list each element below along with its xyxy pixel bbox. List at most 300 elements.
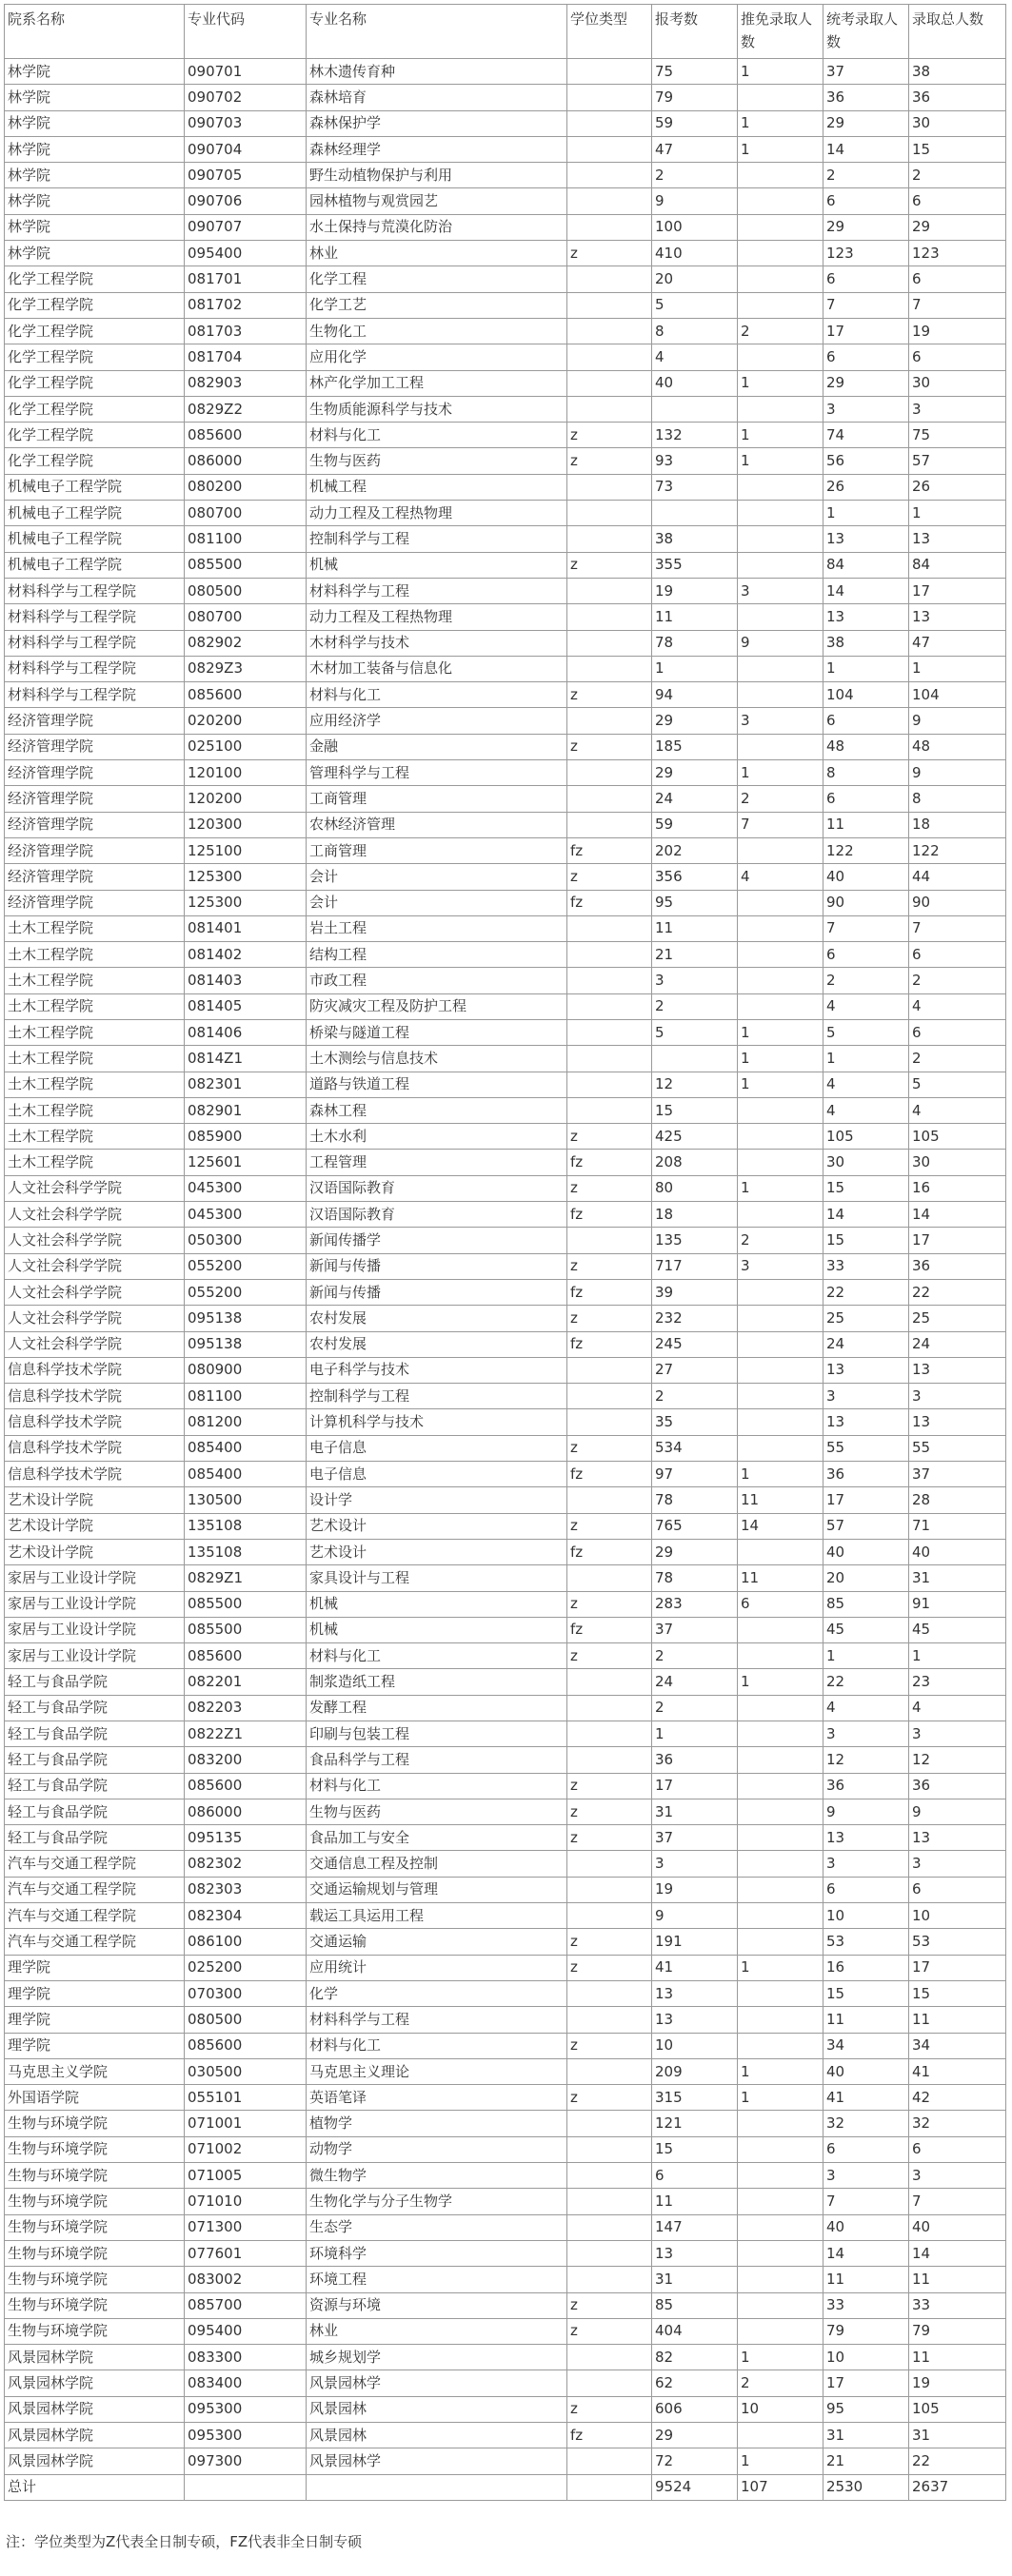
code-cell: 125300	[185, 864, 307, 890]
exam-admitted-cell: 105	[823, 1124, 909, 1150]
recommended-cell	[738, 1773, 823, 1799]
applicants-cell: 94	[652, 682, 738, 708]
table-row	[5, 1929, 1006, 1955]
exam-admitted-cell: 40	[823, 864, 909, 890]
degree-type-cell: z	[567, 2292, 652, 2318]
degree-type-cell: z	[567, 1643, 652, 1669]
recommended-cell	[738, 2007, 823, 2033]
applicants-cell: 132	[652, 423, 738, 448]
college-cell: 信息科学技术学院	[5, 1384, 185, 1409]
exam-admitted-cell: 79	[823, 2318, 909, 2344]
major-cell: 电子信息	[307, 1462, 567, 1487]
applicants-cell: 21	[652, 942, 738, 968]
code-cell: 081406	[185, 1019, 307, 1045]
degree-type-cell: fz	[567, 890, 652, 915]
major-cell: 材料科学与工程	[307, 578, 567, 603]
table-row	[5, 2267, 1006, 2292]
applicants-cell: 95	[652, 890, 738, 915]
table-row	[5, 1046, 1006, 1072]
applicants-cell: 9	[652, 188, 738, 214]
code-cell: 0829Z2	[185, 396, 307, 422]
exam-admitted-cell: 24	[823, 1331, 909, 1357]
degree-type-cell	[567, 604, 652, 630]
exam-admitted-cell: 4	[823, 993, 909, 1019]
degree-type-cell	[567, 1019, 652, 1045]
major-cell: 道路与铁道工程	[307, 1072, 567, 1097]
table-row	[5, 1851, 1006, 1877]
table-row	[5, 396, 1006, 422]
recommended-cell	[738, 656, 823, 681]
applicants-cell: 40	[652, 370, 738, 396]
total-admitted-cell: 14	[909, 1202, 1006, 1228]
major-cell: 水土保持与荒漠化防治	[307, 214, 567, 240]
table-row	[5, 1643, 1006, 1669]
degree-type-cell	[567, 2007, 652, 2033]
recommended-cell: 2	[738, 786, 823, 812]
exam-admitted-cell: 8	[823, 760, 909, 786]
table-row	[5, 292, 1006, 318]
exam-admitted-cell: 13	[823, 1409, 909, 1435]
applicants-cell: 2	[652, 163, 738, 188]
recommended-cell: 10	[738, 2396, 823, 2422]
major-cell: 计算机科学与技术	[307, 1409, 567, 1435]
degree-type-cell: z	[567, 734, 652, 759]
major-cell: 生态学	[307, 2214, 567, 2240]
code-cell: 045300	[185, 1175, 307, 1201]
exam-admitted-cell: 15	[823, 1228, 909, 1253]
applicants-cell: 3	[652, 968, 738, 993]
recommended-cell: 11	[738, 1487, 823, 1513]
applicants-cell: 9	[652, 1903, 738, 1929]
degree-type-cell	[567, 656, 652, 681]
college-cell: 林学院	[5, 110, 185, 136]
major-cell: 风景园林学	[307, 2448, 567, 2474]
major-cell: 林业	[307, 241, 567, 266]
exam-admitted-cell: 36	[823, 1773, 909, 1799]
table-row	[5, 2396, 1006, 2422]
degree-type-cell	[567, 1980, 652, 2006]
total-admitted-cell: 2637	[909, 2474, 1006, 2500]
applicants-cell: 37	[652, 1617, 738, 1642]
total-admitted-cell: 22	[909, 1279, 1006, 1305]
applicants-cell: 35	[652, 1409, 738, 1435]
college-cell: 生物与环境学院	[5, 2267, 185, 2292]
college-cell: 土木工程学院	[5, 915, 185, 941]
college-cell: 家居与工业设计学院	[5, 1643, 185, 1669]
total-admitted-cell: 3	[909, 1851, 1006, 1877]
applicants-cell: 245	[652, 1331, 738, 1357]
total-admitted-cell: 38	[909, 59, 1006, 85]
college-cell: 机械电子工程学院	[5, 501, 185, 526]
major-cell: 防灾减灾工程及防护工程	[307, 993, 567, 1019]
degree-type-cell: z	[567, 1124, 652, 1150]
code-cell: 077601	[185, 2240, 307, 2266]
applicants-cell: 135	[652, 1228, 738, 1253]
applicants-cell: 47	[652, 136, 738, 162]
major-cell: 土木测绘与信息技术	[307, 1046, 567, 1072]
degree-type-cell	[567, 266, 652, 292]
recommended-cell	[738, 2423, 823, 2448]
code-cell: 090701	[185, 59, 307, 85]
exam-admitted-cell: 40	[823, 2214, 909, 2240]
degree-type-cell	[567, 2163, 652, 2189]
code-cell: 050300	[185, 1228, 307, 1253]
exam-admitted-cell: 104	[823, 682, 909, 708]
exam-admitted-cell: 3	[823, 1384, 909, 1409]
applicants-cell: 208	[652, 1150, 738, 1175]
major-cell: 机械工程	[307, 474, 567, 500]
applicants-cell: 315	[652, 2085, 738, 2111]
recommended-cell	[738, 163, 823, 188]
college-cell: 人文社会科学学院	[5, 1331, 185, 1357]
table-row	[5, 1019, 1006, 1045]
exam-admitted-cell: 11	[823, 812, 909, 837]
college-cell: 生物与环境学院	[5, 2163, 185, 2189]
total-admitted-cell: 15	[909, 1980, 1006, 2006]
total-admitted-cell: 11	[909, 2267, 1006, 2292]
header-cell-college: 院系名称	[5, 5, 185, 59]
major-cell: 岩土工程	[307, 915, 567, 941]
recommended-cell	[738, 837, 823, 863]
applicants-cell: 2	[652, 1384, 738, 1409]
total-admitted-cell: 36	[909, 1773, 1006, 1799]
total-admitted-cell: 12	[909, 1747, 1006, 1773]
degree-type-cell	[567, 396, 652, 422]
college-cell: 家居与工业设计学院	[5, 1617, 185, 1642]
applicants-cell: 717	[652, 1253, 738, 1279]
applicants-cell: 80	[652, 1175, 738, 1201]
major-cell: 机械	[307, 1617, 567, 1642]
college-cell: 汽车与交通工程学院	[5, 1877, 185, 1902]
degree-type-cell	[567, 812, 652, 837]
code-cell: 082302	[185, 1851, 307, 1877]
applicants-cell: 6	[652, 2163, 738, 2189]
table-row	[5, 2448, 1006, 2474]
total-admitted-cell: 11	[909, 2345, 1006, 2370]
total-admitted-cell: 40	[909, 2214, 1006, 2240]
degree-type-cell: z	[567, 1955, 652, 1980]
code-cell: 082203	[185, 1695, 307, 1721]
applicants-cell: 27	[652, 1357, 738, 1383]
degree-type-cell: fz	[567, 1331, 652, 1357]
code-cell: 085500	[185, 1617, 307, 1642]
major-cell: 园林植物与观赏园艺	[307, 188, 567, 214]
exam-admitted-cell: 16	[823, 1955, 909, 1980]
exam-admitted-cell: 13	[823, 526, 909, 552]
code-cell: 081402	[185, 942, 307, 968]
major-cell	[307, 2474, 567, 2500]
exam-admitted-cell: 55	[823, 1435, 909, 1461]
table-row	[5, 1513, 1006, 1539]
recommended-cell	[738, 1357, 823, 1383]
college-cell: 轻工与食品学院	[5, 1747, 185, 1773]
applicants-cell: 73	[652, 474, 738, 500]
applicants-cell: 62	[652, 2370, 738, 2396]
exam-admitted-cell: 9	[823, 1799, 909, 1824]
degree-type-cell	[567, 292, 652, 318]
college-cell: 汽车与交通工程学院	[5, 1929, 185, 1955]
recommended-cell	[738, 2267, 823, 2292]
header-cell-exam-admitted: 统考录取人数	[823, 5, 909, 59]
code-cell: 130500	[185, 1487, 307, 1513]
total-admitted-cell: 9	[909, 760, 1006, 786]
recommended-cell: 6	[738, 1591, 823, 1617]
total-admitted-cell: 75	[909, 423, 1006, 448]
recommended-cell: 1	[738, 2345, 823, 2370]
degree-type-cell	[567, 915, 652, 941]
degree-type-cell: z	[567, 2396, 652, 2422]
table-row	[5, 1565, 1006, 1591]
total-row	[5, 2474, 1006, 2500]
degree-type-cell: z	[567, 2085, 652, 2111]
college-cell: 化学工程学院	[5, 344, 185, 370]
exam-admitted-cell: 1	[823, 1643, 909, 1669]
total-admitted-cell: 36	[909, 85, 1006, 110]
table-row	[5, 1773, 1006, 1799]
recommended-cell	[738, 2189, 823, 2214]
code-cell: 120300	[185, 812, 307, 837]
college-cell: 经济管理学院	[5, 864, 185, 890]
major-cell: 机械	[307, 1591, 567, 1617]
exam-admitted-cell: 13	[823, 604, 909, 630]
degree-type-cell	[567, 1046, 652, 1072]
table-row	[5, 163, 1006, 188]
total-admitted-cell: 25	[909, 1306, 1006, 1331]
recommended-cell	[738, 1747, 823, 1773]
major-cell: 应用经济学	[307, 708, 567, 734]
college-cell: 材料科学与工程学院	[5, 578, 185, 603]
degree-type-cell: z	[567, 1825, 652, 1851]
exam-admitted-cell: 40	[823, 1539, 909, 1564]
college-cell: 汽车与交通工程学院	[5, 1851, 185, 1877]
total-admitted-cell: 30	[909, 1150, 1006, 1175]
exam-admitted-cell: 57	[823, 1513, 909, 1539]
college-cell: 化学工程学院	[5, 370, 185, 396]
major-cell: 林业	[307, 2318, 567, 2344]
table-row	[5, 1150, 1006, 1175]
exam-admitted-cell: 21	[823, 2448, 909, 2474]
exam-admitted-cell: 6	[823, 2136, 909, 2162]
major-cell: 农村发展	[307, 1331, 567, 1357]
recommended-cell: 107	[738, 2474, 823, 2500]
college-cell: 总计	[5, 2474, 185, 2500]
recommended-cell	[738, 1435, 823, 1461]
degree-type-cell	[567, 993, 652, 1019]
table-row	[5, 1669, 1006, 1695]
code-cell: 055200	[185, 1253, 307, 1279]
degree-type-cell	[567, 2370, 652, 2396]
recommended-cell	[738, 890, 823, 915]
total-admitted-cell: 3	[909, 1384, 1006, 1409]
total-admitted-cell: 2	[909, 1046, 1006, 1072]
total-admitted-cell: 90	[909, 890, 1006, 915]
degree-type-cell: z	[567, 1253, 652, 1279]
total-admitted-cell: 3	[909, 1721, 1006, 1747]
code-cell: 085400	[185, 1435, 307, 1461]
table-row	[5, 214, 1006, 240]
applicants-cell: 72	[652, 2448, 738, 2474]
recommended-cell: 9	[738, 630, 823, 656]
major-cell: 交通信息工程及控制	[307, 1851, 567, 1877]
total-admitted-cell: 4	[909, 1695, 1006, 1721]
degree-type-cell	[567, 474, 652, 500]
major-cell: 桥梁与隧道工程	[307, 1019, 567, 1045]
code-cell: 085400	[185, 1462, 307, 1487]
major-cell: 会计	[307, 890, 567, 915]
table-row	[5, 344, 1006, 370]
exam-admitted-cell: 3	[823, 396, 909, 422]
admissions-table	[4, 4, 1006, 2501]
college-cell: 化学工程学院	[5, 448, 185, 474]
major-cell: 交通运输	[307, 1929, 567, 1955]
applicants-cell: 13	[652, 2007, 738, 2033]
degree-type-cell	[567, 1072, 652, 1097]
applicants-cell: 38	[652, 526, 738, 552]
table-row	[5, 448, 1006, 474]
applicants-cell: 9524	[652, 2474, 738, 2500]
table-row	[5, 552, 1006, 578]
table-row	[5, 578, 1006, 603]
code-cell: 085600	[185, 1773, 307, 1799]
exam-admitted-cell: 33	[823, 1253, 909, 1279]
code-cell: 070300	[185, 1980, 307, 2006]
college-cell: 林学院	[5, 85, 185, 110]
code-cell: 085600	[185, 423, 307, 448]
degree-type-cell: z	[567, 423, 652, 448]
applicants-cell: 12	[652, 1072, 738, 1097]
major-cell: 汉语国际教育	[307, 1202, 567, 1228]
code-cell: 090706	[185, 188, 307, 214]
college-cell: 生物与环境学院	[5, 2189, 185, 2214]
total-admitted-cell: 31	[909, 1565, 1006, 1591]
exam-admitted-cell: 37	[823, 59, 909, 85]
applicants-cell	[652, 396, 738, 422]
college-cell: 生物与环境学院	[5, 2111, 185, 2136]
table-row	[5, 2007, 1006, 2033]
table-row	[5, 2240, 1006, 2266]
recommended-cell	[738, 474, 823, 500]
table-row	[5, 2058, 1006, 2084]
table-row	[5, 1228, 1006, 1253]
code-cell: 090705	[185, 163, 307, 188]
table-row	[5, 2189, 1006, 2214]
college-cell: 人文社会科学学院	[5, 1253, 185, 1279]
table-row	[5, 2085, 1006, 2111]
table-row	[5, 526, 1006, 552]
code-cell: 085500	[185, 1591, 307, 1617]
college-cell: 艺术设计学院	[5, 1487, 185, 1513]
exam-admitted-cell: 6	[823, 188, 909, 214]
college-cell: 经济管理学院	[5, 812, 185, 837]
recommended-cell	[738, 526, 823, 552]
header-row	[5, 5, 1006, 59]
exam-admitted-cell: 29	[823, 110, 909, 136]
total-admitted-cell: 6	[909, 942, 1006, 968]
major-cell: 风景园林	[307, 2423, 567, 2448]
major-cell: 化学工程	[307, 266, 567, 292]
college-cell: 理学院	[5, 1980, 185, 2006]
college-cell: 轻工与食品学院	[5, 1799, 185, 1824]
college-cell: 林学院	[5, 188, 185, 214]
major-cell: 生物化学与分子生物学	[307, 2189, 567, 2214]
exam-admitted-cell: 4	[823, 1695, 909, 1721]
recommended-cell: 1	[738, 1046, 823, 1072]
total-admitted-cell: 22	[909, 2448, 1006, 2474]
table-row	[5, 2136, 1006, 2162]
degree-type-cell	[567, 1903, 652, 1929]
table-row	[5, 1279, 1006, 1305]
degree-type-cell	[567, 2448, 652, 2474]
major-cell: 会计	[307, 864, 567, 890]
college-cell: 土木工程学院	[5, 1019, 185, 1045]
table-row	[5, 1384, 1006, 1409]
recommended-cell: 3	[738, 708, 823, 734]
total-admitted-cell: 33	[909, 2292, 1006, 2318]
applicants-cell: 356	[652, 864, 738, 890]
recommended-cell	[738, 682, 823, 708]
exam-admitted-cell: 14	[823, 2240, 909, 2266]
college-cell: 土木工程学院	[5, 1046, 185, 1072]
major-cell: 生物与医药	[307, 448, 567, 474]
code-cell: 097300	[185, 2448, 307, 2474]
total-admitted-cell: 13	[909, 1409, 1006, 1435]
code-cell: 071010	[185, 2189, 307, 2214]
college-cell: 土木工程学院	[5, 942, 185, 968]
total-admitted-cell: 17	[909, 578, 1006, 603]
exam-admitted-cell: 3	[823, 2163, 909, 2189]
code-cell: 025100	[185, 734, 307, 759]
table-row	[5, 1903, 1006, 1929]
degree-type-cell: z	[567, 448, 652, 474]
code-cell: 095400	[185, 241, 307, 266]
degree-type-cell	[567, 1384, 652, 1409]
recommended-cell	[738, 2136, 823, 2162]
table-row	[5, 501, 1006, 526]
table-row	[5, 1799, 1006, 1824]
applicants-cell: 191	[652, 1929, 738, 1955]
table-row	[5, 110, 1006, 136]
major-cell: 控制科学与工程	[307, 526, 567, 552]
degree-type-cell: fz	[567, 1279, 652, 1305]
degree-type-cell	[567, 188, 652, 214]
college-cell: 林学院	[5, 241, 185, 266]
college-cell: 土木工程学院	[5, 968, 185, 993]
college-cell: 经济管理学院	[5, 734, 185, 759]
degree-type-cell	[567, 1228, 652, 1253]
degree-type-cell	[567, 344, 652, 370]
total-admitted-cell: 84	[909, 552, 1006, 578]
table-row	[5, 786, 1006, 812]
major-cell: 木材加工装备与信息化	[307, 656, 567, 681]
code-cell: 086000	[185, 448, 307, 474]
college-cell: 信息科学技术学院	[5, 1435, 185, 1461]
code-cell: 025200	[185, 1955, 307, 1980]
table-row	[5, 864, 1006, 890]
table-row	[5, 1253, 1006, 1279]
table-row	[5, 1124, 1006, 1150]
recommended-cell: 7	[738, 812, 823, 837]
applicants-cell: 606	[652, 2396, 738, 2422]
code-cell: 055101	[185, 2085, 307, 2111]
applicants-cell: 78	[652, 1487, 738, 1513]
table-row	[5, 1306, 1006, 1331]
total-admitted-cell: 30	[909, 110, 1006, 136]
college-cell: 经济管理学院	[5, 890, 185, 915]
college-cell: 轻工与食品学院	[5, 1669, 185, 1695]
table-row	[5, 2163, 1006, 2189]
table-row	[5, 188, 1006, 214]
code-cell: 095300	[185, 2423, 307, 2448]
